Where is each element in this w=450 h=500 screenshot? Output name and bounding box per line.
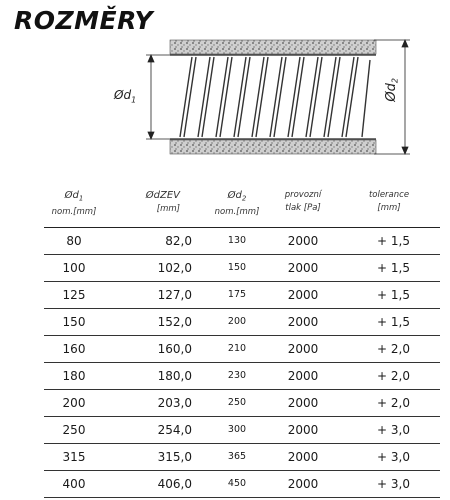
cell-tolerance: + 3,0: [338, 470, 440, 497]
top-insulation-band: [170, 40, 376, 54]
cell-tolerance: + 1,5: [338, 227, 440, 254]
table-header-row: [44, 186, 440, 227]
table-row: [44, 389, 440, 416]
cell-d2: 130: [206, 227, 268, 254]
table-row: [44, 416, 440, 443]
d1-dimension-line: [146, 55, 172, 139]
cell-dzev: 406,0: [104, 470, 206, 497]
cell-d1: 125: [44, 281, 104, 308]
cell-d2: 175: [206, 281, 268, 308]
cell-pressure: 2000: [268, 362, 338, 389]
cell-d2: 230: [206, 362, 268, 389]
cell-pressure: 2000: [268, 335, 338, 362]
page-title: ROZMĚRY: [14, 6, 154, 35]
duct-cross-section-drawing: [0, 0, 450, 180]
cell-d1: 150: [44, 308, 104, 335]
cell-tolerance: + 2,0: [338, 362, 440, 389]
cell-dzev: 152,0: [104, 308, 206, 335]
table-row: [44, 335, 440, 362]
cell-pressure: 2000: [268, 308, 338, 335]
table-row: [44, 470, 440, 497]
table-row: [44, 254, 440, 281]
cell-pressure: 2000: [268, 470, 338, 497]
cell-dzev: 127,0: [104, 281, 206, 308]
cell-d1: 315: [44, 443, 104, 470]
header-dzev: ØdZEV [mm]: [104, 186, 206, 227]
cell-d2: 210: [206, 335, 268, 362]
cell-d2: 365: [206, 443, 268, 470]
cell-tolerance: + 3,0: [338, 416, 440, 443]
d1-diameter-label: $Ød_1$: [114, 88, 137, 105]
table-row: [44, 281, 440, 308]
cell-tolerance: + 2,0: [338, 389, 440, 416]
cell-d1: 80: [44, 227, 104, 254]
cell-tolerance: + 3,0: [338, 443, 440, 470]
table-row: [44, 308, 440, 335]
cell-dzev: 254,0: [104, 416, 206, 443]
cell-dzev: 180,0: [104, 362, 206, 389]
cell-d2: 300: [206, 416, 268, 443]
cell-dzev: 82,0: [104, 227, 206, 254]
table-row: [44, 443, 440, 470]
cell-d1: 250: [44, 416, 104, 443]
cell-d1: 160: [44, 335, 104, 362]
cell-dzev: 203,0: [104, 389, 206, 416]
dimensions-table: [44, 186, 440, 498]
header-d1: $Ød_1$ nom.[mm]: [44, 186, 104, 227]
cell-pressure: 2000: [268, 443, 338, 470]
cell-d2: 250: [206, 389, 268, 416]
cell-d2: 200: [206, 308, 268, 335]
d2-diameter-label: $Ød_2$: [384, 78, 400, 102]
cell-d2: 150: [206, 254, 268, 281]
cell-d1: 100: [44, 254, 104, 281]
cell-tolerance: + 2,0: [338, 335, 440, 362]
cell-pressure: 2000: [268, 389, 338, 416]
cell-pressure: 2000: [268, 416, 338, 443]
cell-pressure: 2000: [268, 227, 338, 254]
cell-dzev: 102,0: [104, 254, 206, 281]
table-row: [44, 227, 440, 254]
cell-pressure: 2000: [268, 254, 338, 281]
cell-d2: 450: [206, 470, 268, 497]
cell-dzev: 315,0: [104, 443, 206, 470]
cell-pressure: 2000: [268, 281, 338, 308]
cell-d1: 180: [44, 362, 104, 389]
header-tolerance: tolerance [mm]: [338, 186, 440, 227]
helix-coils: [180, 57, 370, 137]
cell-dzev: 160,0: [104, 335, 206, 362]
header-pressure: provozní tlak [Pa]: [268, 186, 338, 227]
cell-tolerance: + 1,5: [338, 308, 440, 335]
bottom-insulation-band: [170, 140, 376, 154]
cell-d1: 200: [44, 389, 104, 416]
cell-tolerance: + 1,5: [338, 281, 440, 308]
cell-d1: 400: [44, 470, 104, 497]
cell-tolerance: + 1,5: [338, 254, 440, 281]
table-row: [44, 362, 440, 389]
header-d2: $Ød_2$ nom.[mm]: [206, 186, 268, 227]
